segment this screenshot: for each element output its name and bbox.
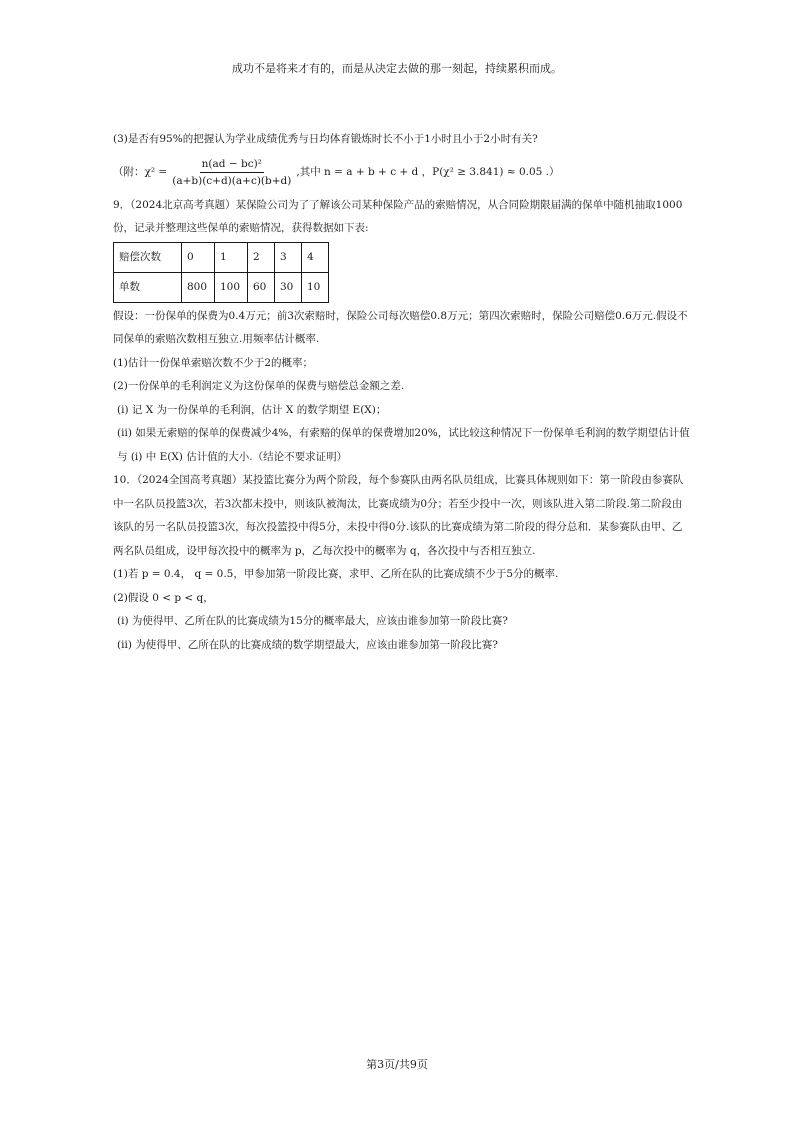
- table-cell-header: 单数: [114, 272, 182, 302]
- fraction-denominator: (a+b)(c+d)(a+c)(b+d): [172, 175, 292, 187]
- q10-part2-ii: (ii) 为使得甲、乙所在队的比赛成绩的数学期望最大，应该由谁参加第一阶段比赛?: [117, 638, 498, 651]
- table-cell: 100: [215, 272, 248, 302]
- q9-part2: (2)一份保单的毛利润定义为这份保单的保费与赔偿总金额之差.: [113, 380, 405, 392]
- chi-square-formula: [113, 152, 691, 194]
- page-header-motto: 成功不是将来才有的，而是从决定去做的那一刻起，持续累积而成。: [232, 62, 562, 75]
- table-cell-header: 赔偿次数: [114, 242, 182, 272]
- table-cell: 60: [248, 272, 275, 302]
- table-cell: 1: [215, 242, 248, 272]
- page-number: 第3页/共9页: [366, 1058, 428, 1071]
- table-cell: 3: [275, 242, 302, 272]
- q10-intro: 10．（2024全国高考真题）某投篮比赛分为两个阶段，每个参赛队由两名队员组成，比赛具体规则如下：第一阶段由参赛队中一名队员投篮3次，若3次都未投中，则该队被淘汰，比赛成绩为0分；若至少投中一次，则该队进入第二阶段.第二阶段由该队的另一名队员投篮3次，每次投篮投中得5分，未投中得0分.该队的比赛成绩为第二阶段的得分总和．某参赛队由甲、乙两名队员组成，设甲每次投中的概率为 p，乙每次投中的概率为 q，各次投中与否相互独立.: [113, 474, 684, 557]
- q9-part1: (1)估计一份保单索赔次数不少于2的概率；: [113, 356, 314, 369]
- page-content: [113, 128, 691, 657]
- where-text: ,其中 n = a + b + c + d ，: [296, 165, 433, 178]
- chi-fraction: [170, 156, 293, 189]
- table-cell: 0: [182, 242, 215, 272]
- fraction-numerator: n(ad − bc)²: [200, 156, 264, 173]
- table-cell: 2: [248, 242, 275, 272]
- appendix-prefix: （附：: [113, 165, 145, 178]
- probability-text: P(χ² ≥ 3.841) ≈ 0.05 .）: [432, 165, 560, 178]
- chi-symbol: χ² =: [144, 165, 168, 178]
- q9-assumption: 假设：一份保单的保费为0.4万元；前3次索赔时，保险公司每次赔偿0.8万元；第四次索赔时，保险公司赔偿0.6万元.假设不同保单的索赔次数相互独立.用频率估计概率.: [113, 309, 688, 345]
- table-row: [114, 272, 329, 302]
- table-row: [114, 242, 329, 272]
- table-cell: 30: [275, 272, 302, 302]
- q9-part2-ii: (ⅱ) 如果无索赔的保单的保费减少4%，有索赔的保单的保费增加20%，试比较这种情况下一份保单毛利润的数学期望估计值与 (i) 中 E(X) 估计值的大小.（结论不要求证明）: [117, 427, 690, 463]
- claims-table: [113, 242, 329, 303]
- table-cell: 10: [302, 272, 329, 302]
- table-cell: 800: [182, 272, 215, 302]
- q8-part3: (3)是否有95%的把握认为学业成绩优秀与日均体育锻炼时长不小于1小时且小于2小时有关?: [113, 133, 538, 145]
- q9-intro: 9．（2024北京高考真题）某保险公司为了了解该公司某种保险产品的索赔情况，从合同险期限届满的保单中随机抽取1000份，记录并整理这些保单的索赔情况，获得数据如下表:: [113, 198, 683, 234]
- table-cell: 4: [302, 242, 329, 272]
- q9-part2-i: (i) 记 X 为一份保单的毛利润，估计 X 的数学期望 E(X)；: [117, 403, 387, 416]
- q10-part2: (2)假设 0 < p < q，: [113, 591, 214, 604]
- q10-part2-i: (i) 为使得甲、乙所在队的比赛成绩为15分的概率最大，应该由谁参加第一阶段比赛?: [117, 615, 508, 627]
- q10-part1: (1)若 p = 0.4， q = 0.5，甲参加第一阶段比赛，求甲、乙所在队的比赛成绩不少于5分的概率.: [113, 568, 559, 580]
